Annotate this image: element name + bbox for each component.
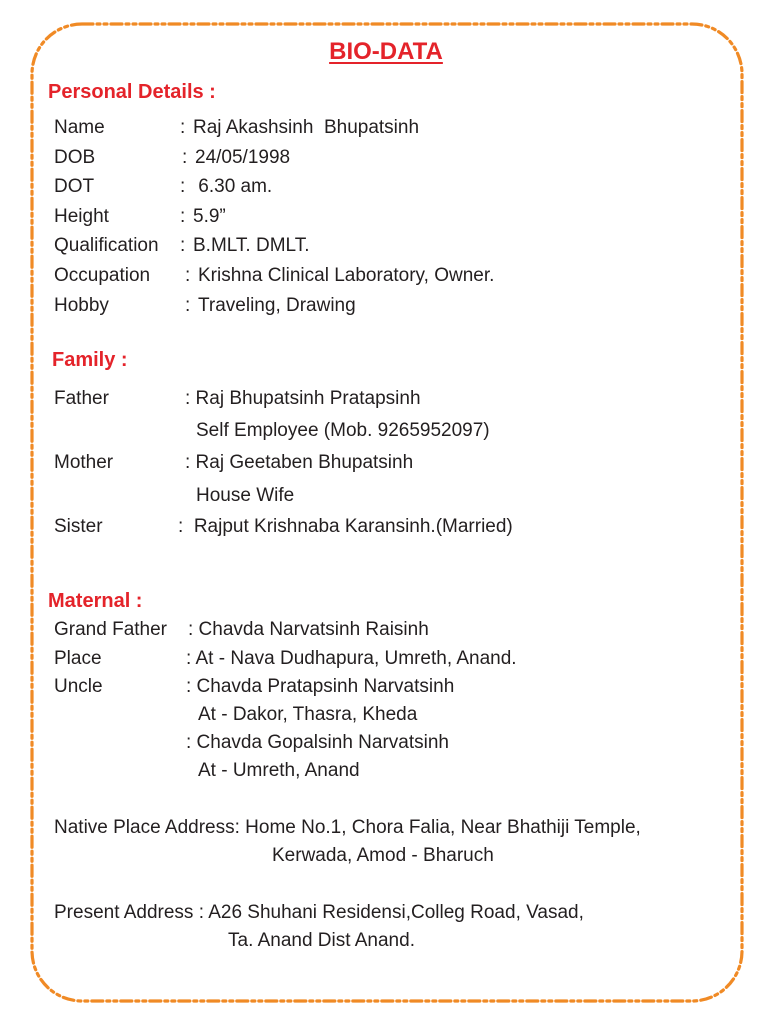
uncle-1-value: : Chavda Pratapsinh Narvatsinh	[186, 676, 455, 697]
dot-separator: :	[180, 176, 186, 197]
mother-value: : Raj Geetaben Bhupatsinh	[185, 452, 414, 473]
hobby-value: Traveling, Drawing	[198, 295, 356, 316]
uncle-1-address: At - Dakor, Thasra, Kheda	[198, 704, 418, 725]
father-value: : Raj Bhupatsinh Pratapsinh	[185, 388, 421, 409]
height-label: Height	[54, 206, 109, 227]
place-label: Place	[54, 648, 102, 669]
occupation-value: Krishna Clinical Laboratory, Owner.	[198, 265, 495, 286]
uncle-2-address: At - Umreth, Anand	[198, 760, 360, 781]
father-label: Father	[54, 388, 109, 409]
occupation-separator: :	[185, 265, 191, 286]
native-address-line-1: Native Place Address: Home No.1, Chora Falia, Near Bhathiji Temple,	[54, 817, 641, 838]
dob-separator: :	[182, 147, 188, 168]
mother-occupation: House Wife	[196, 485, 295, 506]
dot-value: 6.30 am.	[193, 176, 273, 197]
name-value: Raj Akashsinh Bhupatsinh	[193, 117, 420, 138]
family-heading: Family :	[52, 349, 128, 371]
grandfather-label: Grand Father	[54, 619, 167, 640]
place-value: : At - Nava Dudhapura, Umreth, Anand.	[186, 648, 517, 669]
sister-label: Sister	[54, 516, 103, 537]
uncle-2-value: : Chavda Gopalsinh Narvatsinh	[186, 732, 449, 753]
qualification-separator: :	[180, 235, 186, 256]
qualification-label: Qualification	[54, 235, 159, 256]
grandfather-value: : Chavda Narvatsinh Raisinh	[188, 619, 429, 640]
dob-label: DOB	[54, 147, 96, 168]
hobby-label: Hobby	[54, 295, 109, 316]
uncle-label: Uncle	[54, 676, 103, 697]
name-separator: :	[180, 117, 186, 138]
present-address-line-1: Present Address : A26 Shuhani Residensi,Colleg Road, Vasad,	[54, 902, 584, 923]
maternal-heading: Maternal :	[48, 590, 143, 612]
native-address-line-2: Kerwada, Amod - Bharuch	[272, 845, 494, 866]
sister-value: : Rajput Krishnaba Karansinh.(Married)	[178, 516, 513, 537]
occupation-label: Occupation	[54, 265, 151, 286]
hobby-separator: :	[185, 295, 191, 316]
personal-details-heading: Personal Details :	[48, 81, 216, 103]
father-occupation: Self Employee (Mob. 9265952097)	[196, 420, 490, 441]
present-address-line-2: Ta. Anand Dist Anand.	[228, 930, 415, 951]
height-value: 5.9”	[193, 206, 226, 227]
mother-label: Mother	[54, 452, 114, 473]
qualification-value: B.MLT. DMLT.	[193, 235, 310, 256]
document-title: BIO-DATA	[329, 38, 443, 65]
height-separator: :	[180, 206, 186, 227]
dot-label: DOT	[54, 176, 95, 197]
name-label: Name	[54, 117, 105, 138]
dob-value: 24/05/1998	[195, 147, 291, 168]
